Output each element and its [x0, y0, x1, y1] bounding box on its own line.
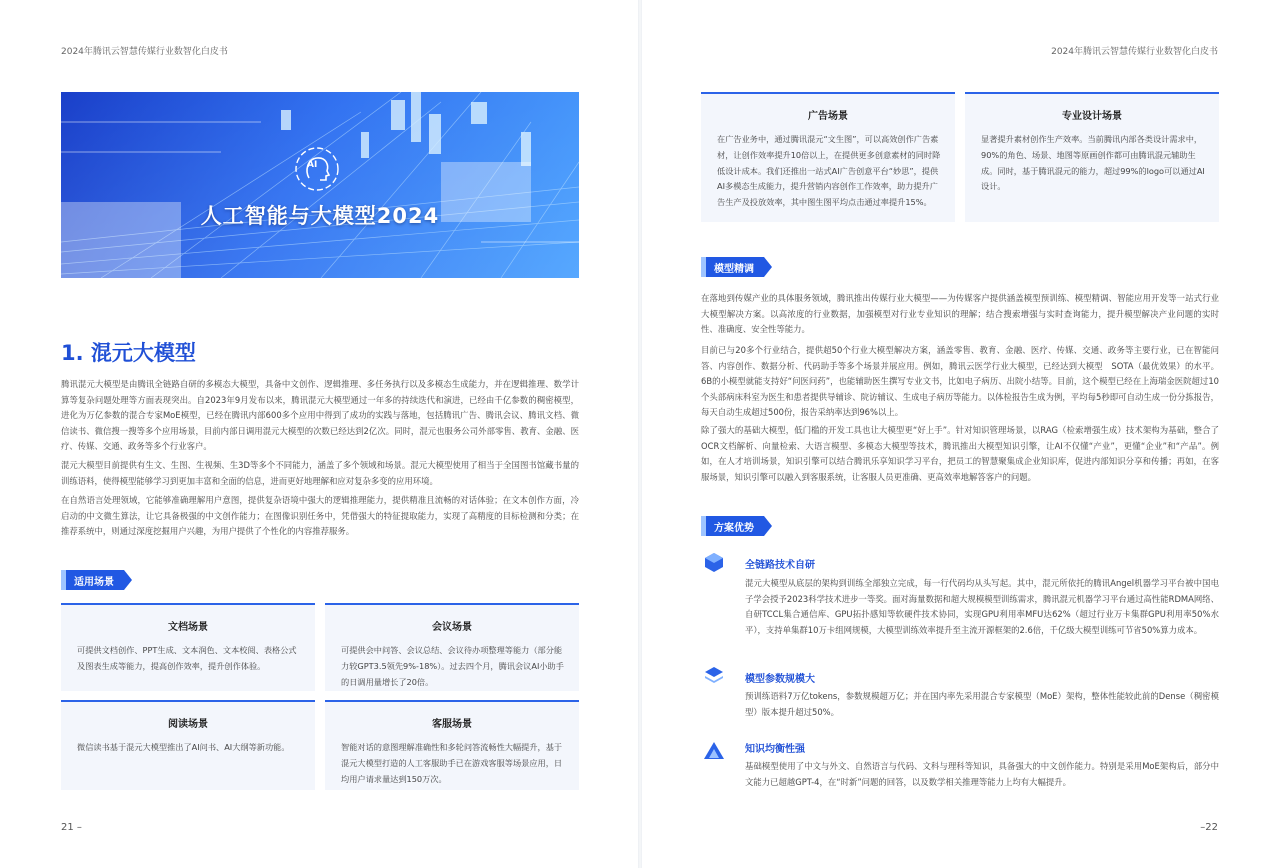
advantages-tab	[701, 516, 772, 536]
scenario-card-body: 可提供文档创作、PPT生成、文本润色、文本校阅、表格公式及图表生成等能力，提高创作效率，提升创作体验。	[77, 645, 297, 671]
scenario-card-customer-service	[325, 700, 579, 790]
scenario-card-title: 阅读场景	[168, 719, 208, 730]
scenario-card-body: 微信读书基于混元大模型推出了AI问书、AI大纲等新功能。	[77, 742, 290, 752]
scenario-card-body: 可提供会中问答、会议总结、会议待办项整理等能力（部分能力较GPT3.5领先9%-18%）。过去四个月，腾讯会议AI小助手的日调用量增长了20倍。	[341, 645, 564, 687]
advantage-body: 基础模型使用了中文与外文、自然语言与代码、文科与理科等知识，具备强大的中文创作能力。特别是采用MoE架构后，部分中文能力已超越GPT-4，在“时新”问题的回答，以及数学相关推理等能力上均有大幅提升。	[745, 761, 1219, 787]
scenario-card-design	[965, 92, 1219, 222]
scenarios-tab-label: 适用场景	[66, 570, 124, 590]
scenario-card-advertising	[701, 92, 955, 222]
section-paragraph-3: 在自然语言处理领域，它能够准确理解用户意图，提供复杂语境中强大的逻辑推理能力，提供精准且流畅的对话体验；在文本创作方面，冷启动的中文微生算法，让它具备极强的中文创作能力；在图像识别任务中，凭借强大的特征提取能力，实现了高精度的目标检测和分类；在推荐系统中，则通过深度挖掘用户兴趣，为用户提供了个性化的内容推荐服务。	[61, 495, 579, 537]
scenario-card-title: 文档场景	[168, 622, 208, 633]
cube-icon	[703, 551, 725, 573]
fine-tuning-paragraph-1: 在落地到传媒产业的具体服务领域，腾讯推出传媒行业大模型——为传媒客户提供涵盖模型预训练、模型精调、智能应用开发等一站式行业大模型解决方案。以高浓度的行业数据，加强模型对行业专业知识的理解；结合搜索增强与实时查询能力，提升模型解决产业问题的实时性、准确度、安全性等能力。	[701, 293, 1219, 335]
page-gutter	[638, 0, 642, 868]
advantage-body: 混元大模型从底层的架构到训练全部独立完成，每一行代码均从头写起。其中，混元所依托的腾讯Angel机器学习平台被中国电子学会授予2023科学技术进步一等奖。面对海量数据和超大规模模型训练需求，腾讯混元机器学习平台通过高性能RDMA网络、自研TCCL集合通信库、GPU拓扑感知等软硬件技术协同，实现GPU利用率MFU达62%（超过行业万卡集群GPU利用率50%水平），支持单集群10万卡组网规模，大模型训练效率提升至主流开源框架的2.6倍，千亿级大模型训练可节省50%算力成本。	[745, 578, 1219, 635]
scenario-card-reading	[61, 700, 315, 790]
section-paragraph-2: 混元大模型目前提供有生文、生图、生视频、生3D等多个不同能力，涵盖了多个领域和场景。混元大模型使用了相当于全国图书馆藏书量的训练语料，使得模型能够学习到更加丰富和全面的信息，进而更好地理解和应对复杂多变的应用环境。	[61, 460, 579, 486]
scenario-card-title: 会议场景	[432, 622, 472, 633]
advantage-title: 全链路技术自研	[745, 560, 815, 571]
running-head-right: 2024年腾讯云智慧传媒行业数智化白皮书	[1051, 47, 1218, 57]
advantages-tab-label: 方案优势	[706, 516, 764, 536]
fine-tuning-tab-label: 模型精调	[706, 257, 764, 277]
scenario-card-title: 客服场景	[432, 719, 472, 730]
scenario-card-body: 智能对话的意图理解准确性和多轮问答流畅性大幅提升，基于混元大模型打造的人工客服助手已在游戏客服等场景应用，日均用户请求量达到150万次。	[341, 742, 563, 784]
fine-tuning-paragraph-3: 除了强大的基础大模型，低门槛的开发工具也让大模型更“好上手”。针对知识管理场景，以RAG（检索增强生成）技术架构为基础，整合了OCR文档解析、向量检索、大语言模型、多模态大模型等技术，腾讯推出大模型知识引擎，让AI不仅懂“产业”，更懂“企业”和“产品”。例如，在人才培训场景，知识引擎可以结合腾讯乐享知识学习平台，把员工的智慧聚集成企业知识库，促进内部知识分享和传播；再如，在客服场景，知识引擎可以融入到客服系统，让客服人员更准确、更高效率地解答客户的问题。	[701, 425, 1219, 482]
page-number-right: –22	[1200, 822, 1218, 833]
tab-arrow	[764, 516, 772, 536]
hero-title: 人工智能与大模型2024	[200, 204, 440, 228]
balance-triangle-icon	[703, 740, 725, 762]
scenario-card-title: 广告场景	[808, 111, 848, 122]
tab-arrow	[764, 257, 772, 277]
running-head-left: 2024年腾讯云智慧传媒行业数智化白皮书	[61, 47, 228, 57]
advantage-body: 预训练语料7万亿tokens，参数规模超万亿；并在国内率先采用混合专家模型（MoE）架构，整体性能较此前的Dense（稠密模型）版本提升超过50%。	[745, 691, 1219, 717]
fine-tuning-paragraph-2: 目前已与20多个行业结合，提供超50个行业大模型解决方案，涵盖零售、教育、金融、医疗、传媒、交通、政务等主要行业，已在智能问答、内容创作、数据分析、代码助手等多个场景并展应用。例如，腾讯云医学行业大模型，已经达到大模型 SOTA（最优效果）的水平。6B的小模型就能支持好“问医问药”，也能辅助医生撰写专业文书，比如电子病历、出院小结等。目前，这个模型已经在上海瑞金医院超过10个头部病床科室为医生和患者提供导辅诊、院访辅议、生成电子病历等能力。以体检报告生成为例，平均每5秒即可自动生成一份分拣报告，每天自动生成超过500份，报告采纳率达到96%以上。	[701, 345, 1219, 418]
layers-icon	[703, 664, 725, 686]
advantage-title: 模型参数规模大	[745, 674, 815, 685]
tab-arrow	[124, 570, 132, 590]
fine-tuning-tab	[701, 257, 772, 277]
scenario-card-body: 在广告业务中，通过腾讯混元“文生图”，可以高效创作广告素材，让创作效率提升10倍以上，在提供更多创意素材的同时降低设计成本。我们还推出一站式AI广告创意平台“妙思”，提供AI多模态生成能力，提升营销内容创作工作效率，助力提升广告生产及投放效率，其中图生图平均点击通过率提升15%。	[717, 134, 941, 208]
section-paragraph-1: 腾讯混元大模型是由腾讯全链路自研的多模态大模型，具备中文创作、逻辑推理、多任务执行以及多模态生成能力，并在逻辑推理、数学计算等复杂问题处理等方面表现突出。自2023年9月发布以来，腾讯混元大模型通过一年多的持续迭代和演进，已经由千亿参数的稠密模型，进化为万亿参数的混合专家MoE模型，已经在腾讯内部600多个应用中得到了成功的实践与落地，包括腾讯广告、腾讯会议、腾讯文档、微信读书、微信搜一搜等多个应用场景，目前内部日调用混元大模型的次数已经达到2亿次。同时，混元也服务公司外部零售、教育、金融、医疗、传媒、交通、政务等多个行业客户。	[61, 379, 579, 452]
scenario-card-body: 显著提升素材创作生产效率。当前腾讯内部各类设计需求中，90%的角色、场景、地图等原画创作都可由腾讯混元辅助生成。同时，基于腾讯混元的能力，超过99%的logo可以通过AI设计。	[981, 134, 1205, 192]
scenarios-tab	[61, 570, 132, 590]
section-heading: 1. 混元大模型	[61, 341, 196, 365]
page-number-left: 21 –	[61, 822, 82, 833]
scenario-card-document	[61, 603, 315, 691]
scenario-card-title: 专业设计场景	[1062, 111, 1122, 122]
hero-emblem-text: AI	[307, 160, 318, 170]
advantage-title: 知识均衡性强	[745, 744, 805, 755]
scenario-card-meeting	[325, 603, 579, 691]
